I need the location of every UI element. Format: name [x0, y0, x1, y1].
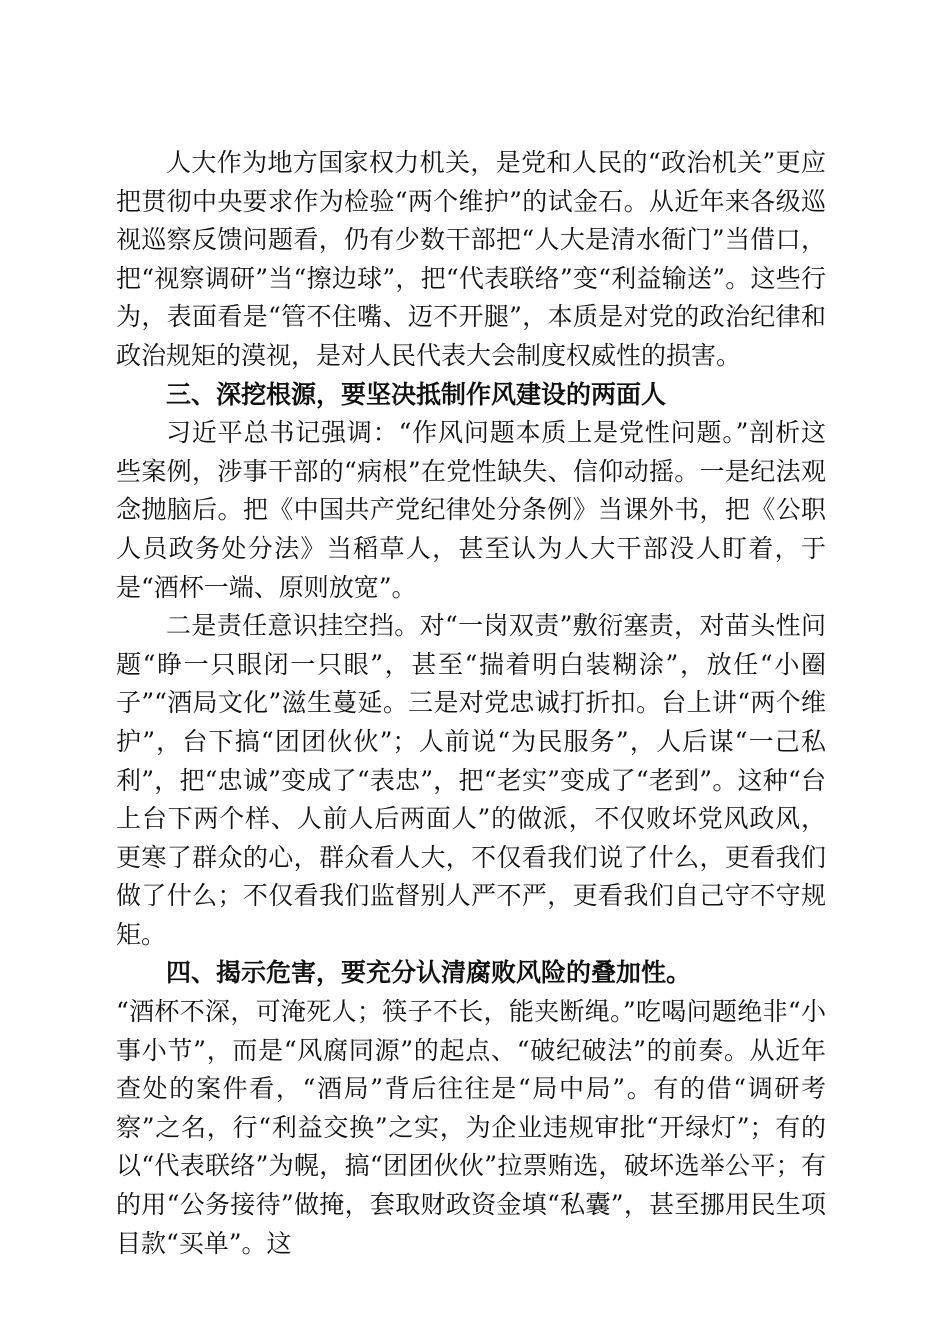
body-paragraph: 习近平总书记强调：“作风问题本质上是党性问题。”剖析这些案例，涉事干部的“病根”在党性缺失、信仰动摇。一是纪法观念抛脑后。把《中国共产党纪律处分条例》当课外书，把《公职人员政务处分法》当稻草人，甚至认为人大干部没人盯着，于是“酒杯一端、原则放宽”。 — [116, 418, 826, 602]
section-heading: 四、揭示危害，要充分认清腐败风险的叠加性。 — [166, 958, 692, 988]
body-paragraph: “酒杯不深，可淹死人；筷子不长，能夹断绳。”吃喝问题绝非“小事小节”，而是“风腐同源”的起点、“破纪破法”的前奏。从近年查处的案件看，“酒局”背后往往是“局中局”。有的借“调研考察”之名，行“利益交换”之实，为企业违规审批“开绿灯”；有的以“代表联络”为幌，搞“团团伙伙”拉票贿选，破坏选举公平；有的用“公务接待”做掩，套取财政资金填“私囊”，甚至挪用民生项目款“买单”。这 — [116, 997, 826, 1258]
body-paragraph: 人大作为地方国家权力机关，是党和人民的“政治机关”更应把贯彻中央要求作为检验“两个维护”的试金石。从近年来各级巡视巡察反馈问题看，仍有少数干部把“人大是清水衙门”当借口，把“视察调研”当“擦边球”，把“代表联络”变“利益输送”。这些行为，表面看是“管不住嘴、迈不开腿”，本质是对党的政治纪律和政治规矩的漠视，是对人民代表大会制度权威性的损害。 — [116, 148, 826, 370]
section-heading: 三、深挖根源，要坚决抵制作风建设的两面人 — [166, 379, 667, 409]
body-paragraph: 二是责任意识挂空挡。对“一岗双责”敷衍塞责，对苗头性问题“睁一只眼闭一只眼”，甚至“揣着明白装糊涂”，放任“小圈子”“酒局文化”滋生蔓延。三是对党忠诚打折扣。台上讲“两个维护”，台下搞“团团伙伙”；人前说“为民服务”，人后谋“一己私利”，把“忠诚”变成了“表忠”，把“老实”变成了“老到”。这种“台上台下两个样、人前人后两面人”的做派，不仅败坏党风政风，更寒了群众的心，群众看人大，不仅看我们说了什么，更看我们做了什么；不仅看我们监督别人严不严，更看我们自己守不守规矩。 — [116, 611, 826, 949]
document-page — [116, 144, 826, 1263]
